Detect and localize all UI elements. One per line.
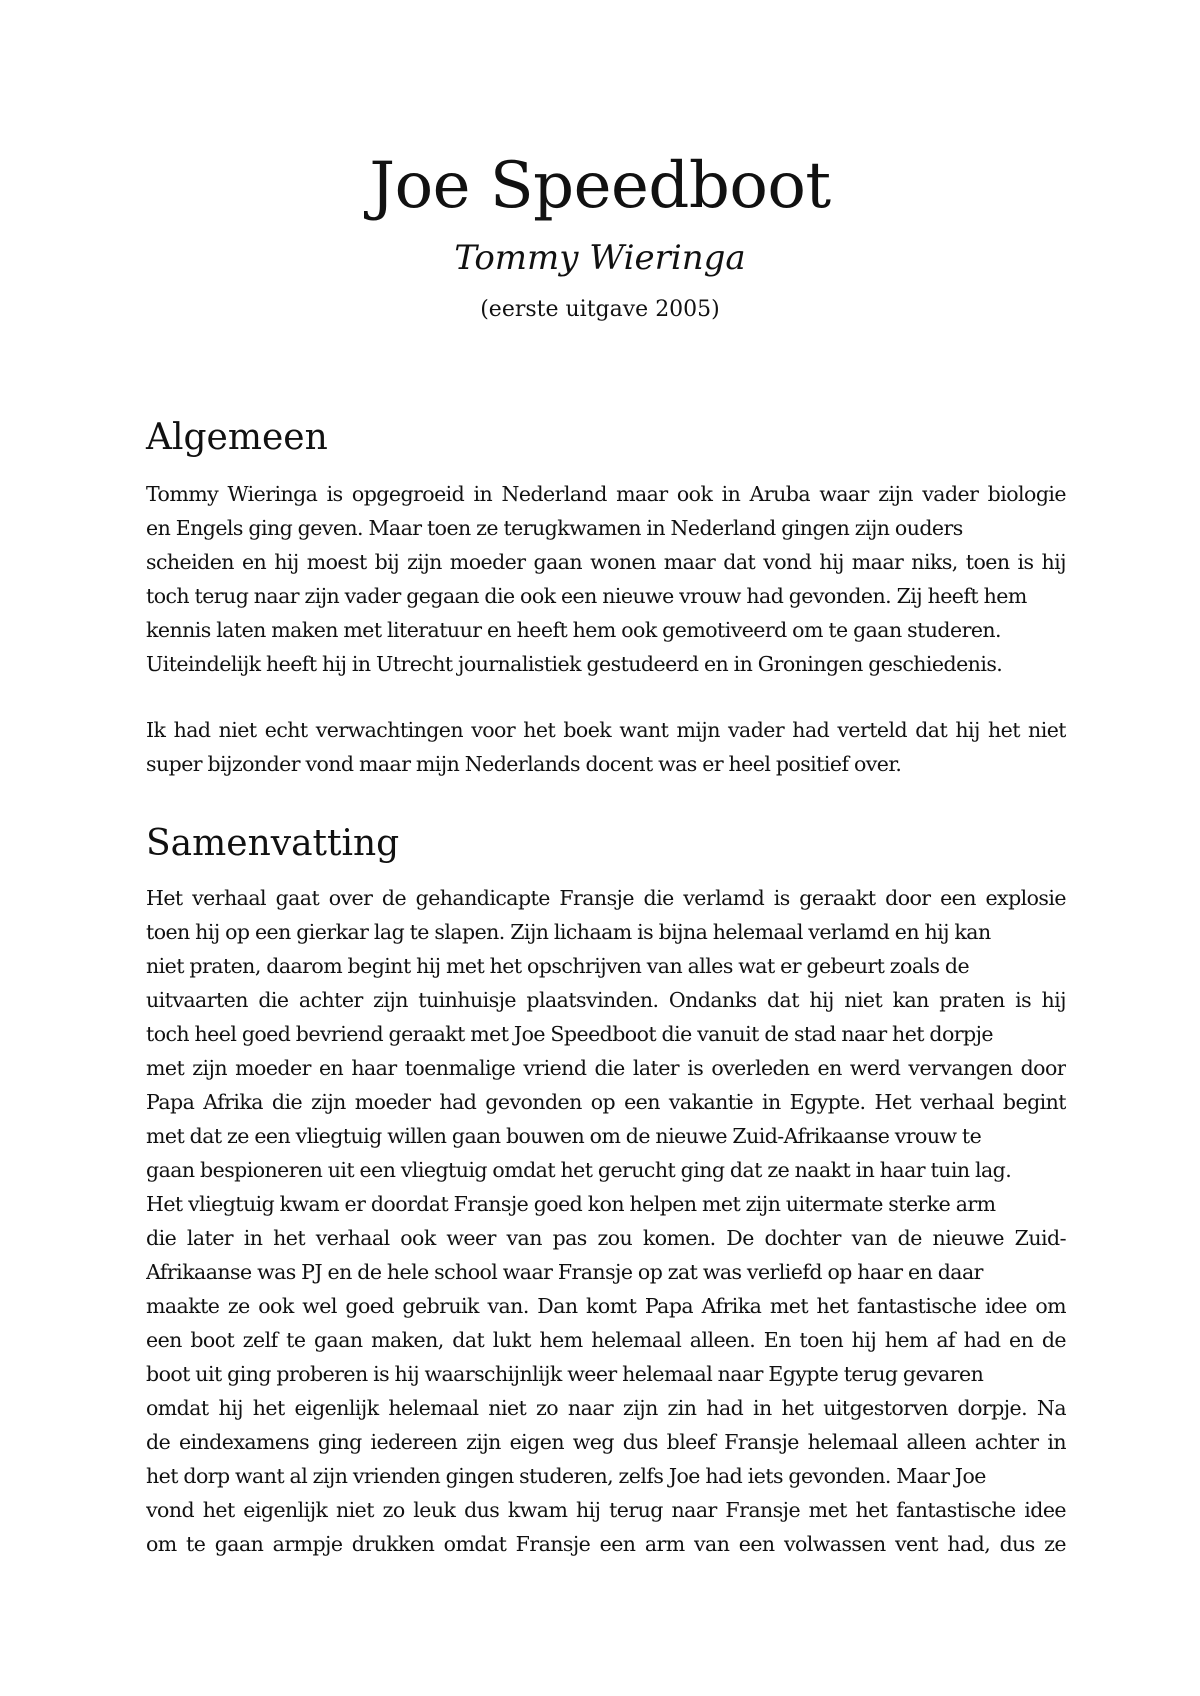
text-line: kennis laten maken met literatuur en heeft hem ook gemotiveerd om te gaan studeren. <box>146 618 1002 642</box>
text-line: gaan bespioneren uit een vliegtuig omdat het gerucht ging dat ze naakt in haar tuin lag. <box>146 1158 1012 1182</box>
text-line: toch terug naar zijn vader gegaan die ook een nieuwe vrouw had gevonden. Zij heeft hem <box>146 584 1027 608</box>
text-line: boot uit ging proberen is hij waarschijnlijk weer helemaal naar Egypte terug gevaren <box>146 1362 984 1386</box>
document-title: Joe Speedboot <box>369 149 831 223</box>
text-line: Afrikaanse was PJ en de hele school waar Fransje op zat was verliefd op haar en daar <box>146 1260 983 1284</box>
section-heading-algemeen: Algemeen <box>146 417 328 458</box>
text-line: toch heel goed bevriend geraakt met Joe Speedboot die vanuit de stad naar het dorpje <box>146 1022 994 1046</box>
text-line: om te gaan armpje drukken omdat Fransje een arm van een volwassen vent had, dus ze <box>146 1532 1066 1556</box>
text-line: niet praten, daarom begint hij met het opschrijven van alles wat er gebeurt zoals de <box>146 954 970 978</box>
paragraph-algemeen-1 <box>146 477 1066 681</box>
paragraph-samenvatting-1 <box>146 881 1066 1561</box>
text-line: met dat ze een vliegtuig willen gaan bouwen om de nieuwe Zuid-Afrikaanse vrouw te <box>146 1124 982 1148</box>
text-line: toen hij op een gierkar lag te slapen. Zijn lichaam is bijna helemaal verlamd en hij kan <box>146 920 991 944</box>
text-line: Ik had niet echt verwachtingen voor het boek want mijn vader had verteld dat hij het niet <box>146 718 1066 742</box>
text-line: omdat hij het eigenlijk helemaal niet zo naar zijn zin had in het uitgestorven dorpje. Na <box>146 1396 1066 1420</box>
section-heading-samenvatting: Samenvatting <box>146 823 400 864</box>
text-line: die later in het verhaal ook weer van pas zou komen. De dochter van de nieuwe Zuid- <box>146 1226 1066 1250</box>
text-line: super bijzonder vond maar mijn Nederlands docent was er heel positief over. <box>146 752 902 776</box>
text-line: Tommy Wieringa is opgegroeid in Nederland maar ook in Aruba waar zijn vader biologie <box>146 482 1066 506</box>
text-line: Het verhaal gaat over de gehandicapte Fransje die verlamd is geraakt door een explosie <box>146 886 1066 910</box>
text-line: scheiden en hij moest bij zijn moeder gaan wonen maar dat vond hij maar niks, toen is hij <box>146 550 1066 574</box>
text-line: een boot zelf te gaan maken, dat lukt hem helemaal alleen. En toen hij hem af had en de <box>146 1328 1066 1352</box>
text-line: uitvaarten die achter zijn tuinhuisje plaatsvinden. Ondanks dat hij niet kan praten is hij <box>146 988 1066 1012</box>
text-line: en Engels ging geven. Maar toen ze terugkwamen in Nederland gingen zijn ouders <box>146 516 963 540</box>
text-line: met zijn moeder en haar toenmalige vriend die later is overleden en werd vervangen door <box>146 1056 1066 1080</box>
text-line: Uiteindelijk heeft hij in Utrecht journalistiek gestudeerd en in Groningen geschiedenis. <box>146 652 1003 676</box>
text-line: vond het eigenlijk niet zo leuk dus kwam hij terug naar Fransje met het fantastische idee <box>146 1498 1066 1522</box>
document-edition: (eerste uitgave 2005) <box>480 297 720 322</box>
paragraph-algemeen-2 <box>146 713 1066 781</box>
text-line: Papa Afrika die zijn moeder had gevonden op een vakantie in Egypte. Het verhaal begint <box>146 1090 1066 1114</box>
text-line: de eindexamens ging iedereen zijn eigen weg dus bleef Fransje helemaal alleen achter in <box>146 1430 1066 1454</box>
text-line: maakte ze ook wel goed gebruik van. Dan komt Papa Afrika met het fantastische idee om <box>146 1294 1066 1318</box>
text-line: Het vliegtuig kwam er doordat Fransje goed kon helpen met zijn uitermate sterke arm <box>146 1192 996 1216</box>
text-line: het dorp want al zijn vrienden gingen studeren, zelfs Joe had iets gevonden. Maar Joe <box>146 1464 986 1488</box>
document-author: Tommy Wieringa <box>454 238 746 278</box>
